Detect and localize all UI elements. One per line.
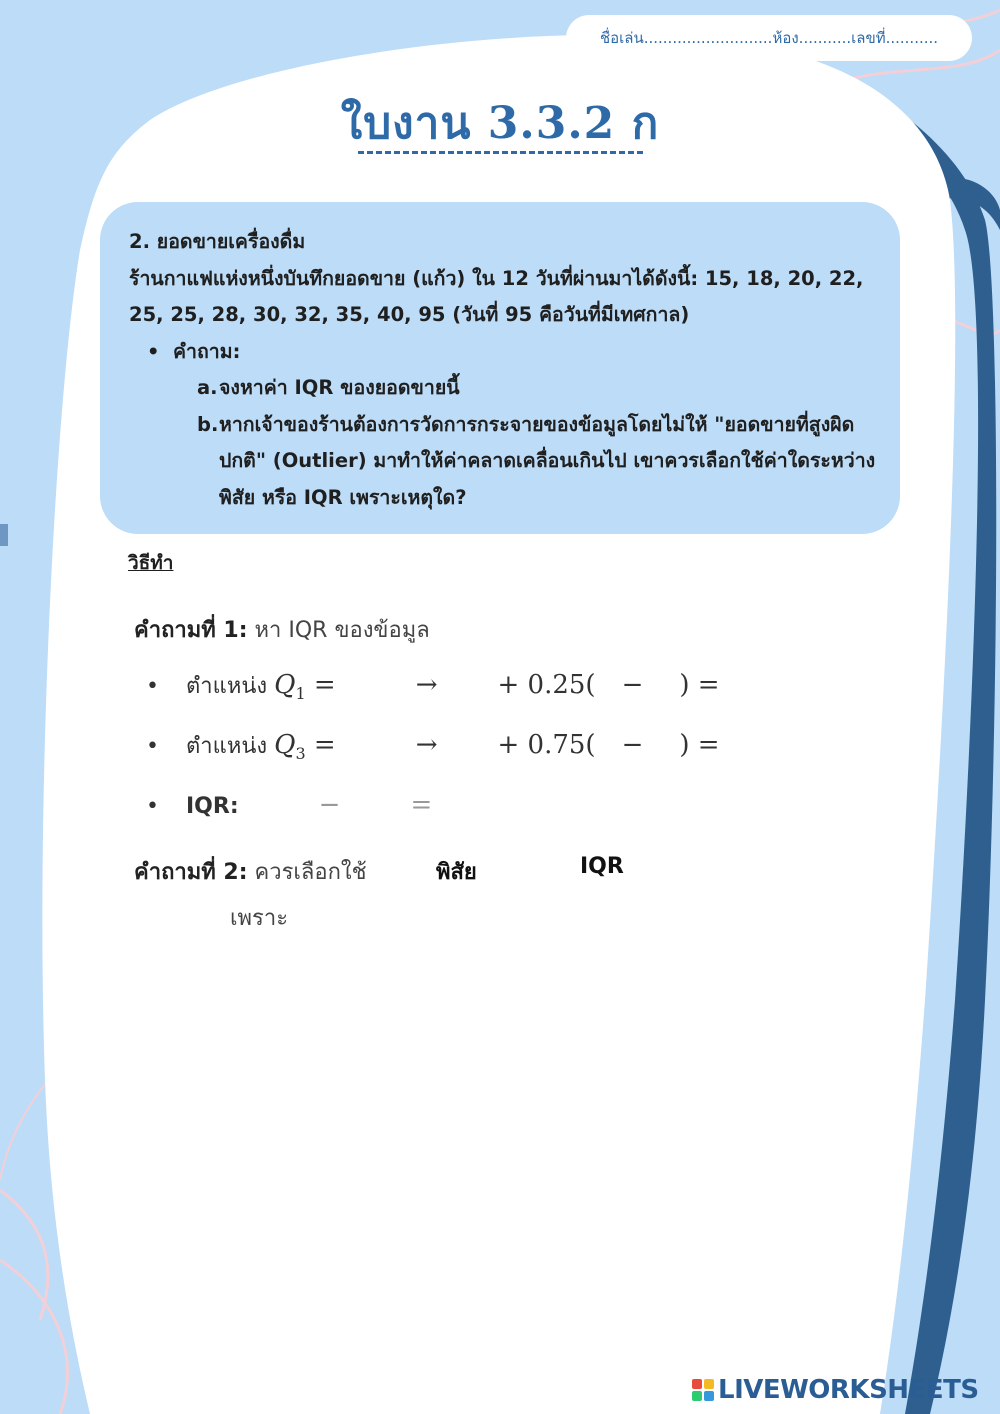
item-text: จงหาค่า IQR ของยอดขายนี้ bbox=[219, 376, 460, 399]
left-edge-marker bbox=[0, 524, 8, 546]
close-term: ) = bbox=[679, 670, 720, 700]
worksheet-title: ใบงาน 3.3.2 ก bbox=[340, 98, 660, 149]
logo-tile bbox=[704, 1379, 714, 1389]
eq-sign: = bbox=[313, 670, 336, 700]
question-text bbox=[129, 224, 889, 516]
q1-position-row bbox=[146, 668, 720, 703]
iqr-formula bbox=[239, 790, 433, 820]
arrow: → bbox=[415, 670, 438, 700]
row-bullet: • bbox=[146, 734, 159, 759]
brand-text: LIVEWORKSHEETS bbox=[718, 1375, 979, 1405]
q3-position-row bbox=[146, 728, 720, 763]
var-q: Q bbox=[274, 670, 296, 700]
eq-sign: = bbox=[410, 790, 433, 820]
question-1-heading bbox=[134, 612, 430, 647]
q3-formula bbox=[274, 730, 720, 764]
row-label: ตำแหน่ง bbox=[186, 674, 275, 699]
var-q: Q bbox=[274, 730, 296, 760]
row-bullet: • bbox=[146, 674, 159, 699]
question-heading: 2. ยอดขายเครื่องดื่ม bbox=[129, 230, 306, 253]
logo-tile bbox=[704, 1391, 714, 1401]
question-bullet bbox=[129, 334, 889, 371]
question-1-text: หา IQR ของข้อมูล bbox=[247, 618, 430, 643]
option-iqr[interactable]: IQR bbox=[580, 854, 624, 879]
arrow: → bbox=[415, 730, 438, 760]
row-bullet: • bbox=[146, 794, 159, 819]
liveworksheets-brand bbox=[692, 1373, 979, 1407]
method-label: วิธีทำ bbox=[128, 552, 174, 574]
bullet-label: คำถาม: bbox=[173, 339, 241, 363]
item-label: a. bbox=[197, 376, 218, 399]
q1-formula bbox=[274, 670, 720, 704]
because-label: เพราะ bbox=[230, 906, 289, 931]
question-item-b bbox=[129, 407, 889, 517]
student-info-field[interactable]: ชื่อเล่น...........................ห้อง...........เลขที่........... bbox=[566, 15, 972, 61]
title-underline bbox=[358, 151, 643, 154]
row-label: IQR: bbox=[186, 794, 239, 819]
row-label: ตำแหน่ง bbox=[186, 734, 275, 759]
brand-logo-icon bbox=[692, 1379, 714, 1401]
logo-tile bbox=[692, 1379, 702, 1389]
question-item-a bbox=[129, 370, 889, 407]
minus-sign: − bbox=[621, 670, 644, 700]
plus-term: + 0.75( bbox=[497, 730, 596, 760]
minus-sign: − bbox=[621, 730, 644, 760]
bullet-dot: • bbox=[147, 339, 160, 363]
var-sub: 3 bbox=[295, 744, 306, 764]
question-1-number: คำถามที่ 1: bbox=[134, 618, 248, 643]
item-label: b. bbox=[197, 412, 219, 436]
question-2-heading bbox=[134, 854, 367, 889]
iqr-row bbox=[146, 790, 432, 820]
logo-tile bbox=[692, 1391, 702, 1401]
question-2-text: ควรเลือกใช้ bbox=[247, 860, 367, 885]
var-sub: 1 bbox=[295, 684, 306, 704]
close-term: ) = bbox=[679, 730, 720, 760]
item-text: หากเจ้าของร้านต้องการวัดการกระจายของข้อมูลโดยไม่ให้ "ยอดขายที่สูงผิดปกติ" (Outlier) มาทำให้ค่าคลาดเคลื่อนเกินไป เขาควรเลือกใช้ค่าใดระหว่าง พิสัย หรือ IQR เพราะเหตุใด? bbox=[219, 412, 876, 509]
question-2-number: คำถามที่ 2: bbox=[134, 860, 248, 885]
minus-sign: − bbox=[318, 790, 341, 820]
eq-sign: = bbox=[313, 730, 336, 760]
question-intro: ร้านกาแฟแห่งหนึ่งบันทึกยอดขาย (แก้ว) ใน 12 วันที่ผ่านมาได้ดังนี้: 15, 18, 20, 22, 25, 25, 28, 30, 32, 35, 40, 95 (วันที่ 95 คือวันที่มีเทศกาล) bbox=[129, 266, 864, 326]
option-range[interactable]: พิสัย bbox=[436, 860, 477, 885]
plus-term: + 0.25( bbox=[497, 670, 596, 700]
